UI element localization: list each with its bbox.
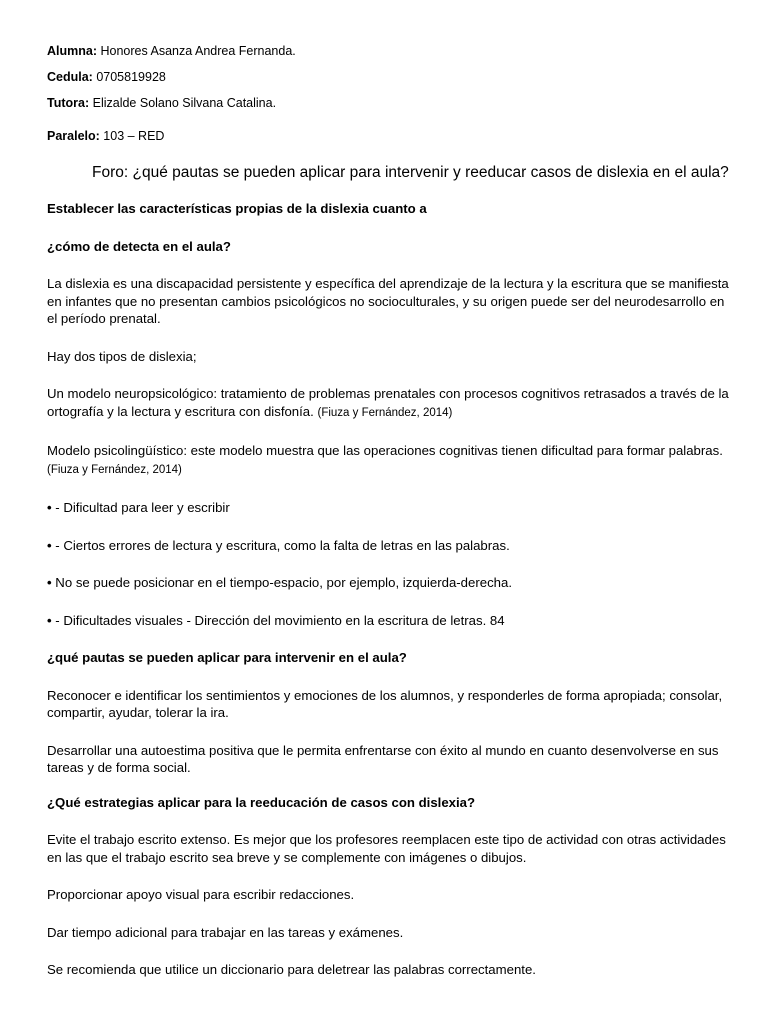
bullet-icon: • <box>47 500 52 515</box>
list-item-text: No se puede posicionar en el tiempo-espacio, por ejemplo, izquierda-derecha. <box>55 575 512 590</box>
list-item-text: - Dificultad para leer y escribir <box>55 500 230 515</box>
forum-label: Foro: <box>92 164 129 181</box>
id-label: Cedula: <box>47 70 93 84</box>
paragraph-neuropsychological-model <box>47 385 738 422</box>
tutor-line <box>47 95 738 111</box>
list-item <box>47 537 738 555</box>
list-item-text: - Ciertos errores de lectura y escritura, como la falta de letras en las palabras. <box>55 537 510 553</box>
id-number: 0705819928 <box>96 70 166 84</box>
section-heading-detection: ¿cómo de detecta en el aula? <box>47 238 231 254</box>
paragraph-extra-time: Dar tiempo adicional para trabajar en las tareas y exámenes. <box>47 924 404 940</box>
neuropsychological-text: Un modelo neuropsicológico: tratamiento de problemas prenatales con procesos cognitivos retrasados a través de la ortografía y la lectura y escritura con disfonía. <box>47 386 729 419</box>
section-heading-characteristics: Establecer las características propias de la dislexia cuanto a <box>47 201 427 216</box>
psycholinguistic-citation: (Fiuza y Fernández, 2014) <box>47 463 182 476</box>
paragraph-types-intro: Hay dos tipos de dislexia; <box>47 348 197 364</box>
forum-question: ¿qué pautas se pueden aplicar para intervenir y reeducar casos de dislexia en el aula? <box>132 164 729 181</box>
paragraph-dictionary: Se recomienda que utilice un diccionario para deletrear las palabras correctamente. <box>47 962 536 977</box>
paragraph-psycholinguistic-model <box>47 442 738 479</box>
psycholinguistic-text: Modelo psicolingüístico: este modelo muestra que las operaciones cognitivas tienen dificultad para formar palabras. <box>47 443 723 458</box>
paragraph-visual-support: Proporcionar apoyo visual para escribir redacciones. <box>47 887 355 902</box>
bullet-icon: • <box>47 575 52 590</box>
paragraph-avoid-long-writing: Evite el trabajo escrito extenso. Es mejor que los profesores reemplacen este tipo de actividad con otras actividades en las que el trabajo escrito sea breve y se complemente con imágenes o dibujos. <box>47 832 726 865</box>
neuropsychological-citation: (Fiuza y Fernández, 2014) <box>317 406 453 419</box>
forum-title <box>92 163 734 183</box>
bullet-icon: • <box>47 612 52 628</box>
student-label: Alumna: <box>47 44 97 58</box>
tutor-label: Tutora: <box>47 96 90 110</box>
id-line <box>47 69 738 85</box>
bullet-icon: • <box>47 537 52 553</box>
tutor-name: Elizalde Solano Silvana Catalina. <box>92 96 277 110</box>
student-name: Honores Asanza Andrea Fernanda. <box>100 44 296 58</box>
parallel-label: Paralelo: <box>47 129 100 143</box>
paragraph-recognize-emotions: Reconocer e identificar los sentimientos y emociones de los alumnos, y responderles de forma apropiada; consolar, compartir, ayudar, tolerar la ira. <box>47 687 723 720</box>
section-heading-strategies: ¿Qué estrategias aplicar para la reeducación de casos con dislexia? <box>47 794 476 810</box>
parallel-line <box>47 128 738 144</box>
section-heading-intervention: ¿qué pautas se pueden aplicar para intervenir en el aula? <box>47 650 407 665</box>
list-item <box>47 499 738 517</box>
list-item <box>47 574 738 592</box>
paragraph-self-esteem: Desarrollar una autoestima positiva que le permita enfrentarse con éxito al mundo en cuanto desenvolverse en sus tareas y de forma social. <box>47 742 719 775</box>
paragraph-definition: La dislexia es una discapacidad persistente y específica del aprendizaje de la lectura y la escritura que se manifiesta en infantes que no presentan cambios psicológicos no socioculturales, y su origen puede ser del neurodesarrollo en el período prenatal. <box>47 276 729 326</box>
list-item <box>47 612 738 630</box>
list-item-text: - Dificultades visuales - Dirección del movimiento en la escritura de letras. 84 <box>55 612 505 628</box>
parallel-value: 103 – RED <box>103 129 165 143</box>
student-line <box>47 0 738 59</box>
